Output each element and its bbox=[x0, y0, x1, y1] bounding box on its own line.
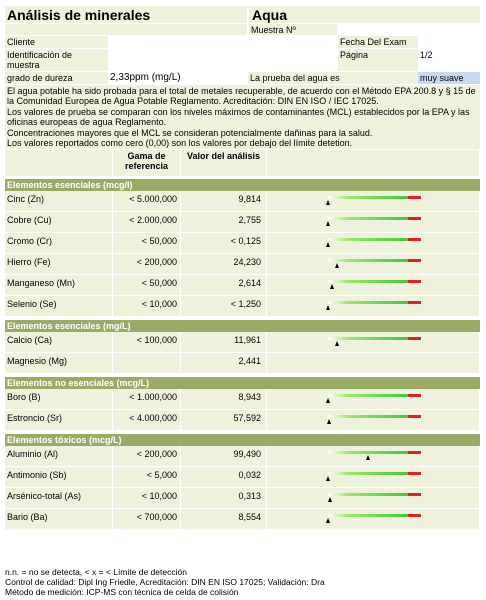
level-bar-safe bbox=[328, 259, 408, 262]
name-column-header bbox=[5, 150, 113, 176]
level-bar-cell bbox=[267, 353, 480, 373]
level-bar-cell bbox=[267, 254, 480, 274]
report-subject: Aqua bbox=[247, 6, 480, 23]
level-marker bbox=[327, 419, 331, 424]
section-header: Elementos esenciales (mg/L) bbox=[5, 320, 480, 332]
element-value: 2,755 bbox=[181, 212, 267, 232]
level-bar-cell bbox=[267, 233, 480, 253]
element-reference: < 200,000 bbox=[113, 446, 181, 466]
level-bar-cell bbox=[267, 446, 480, 466]
page-value: 1/2 bbox=[418, 49, 480, 71]
level-bar-danger bbox=[408, 259, 421, 262]
element-value: < 0,125 bbox=[181, 233, 267, 253]
element-name: Magnesio (Mg) bbox=[5, 353, 113, 373]
level-bar-cell bbox=[267, 296, 480, 316]
level-marker bbox=[366, 455, 370, 460]
level-marker bbox=[335, 341, 339, 346]
element-reference: < 4.000,000 bbox=[113, 410, 181, 430]
intro-line: Los valores de prueba se comparan con los niveles máximos de contaminantes (MCL) establecidos por la EPA y las oficinas europeas de agua Reglamento. bbox=[7, 106, 470, 128]
footer-line: Control de calidad: Dipl Ing Friedle, Acreditación: DIN EN ISO 17025; Validación: Dra bbox=[5, 577, 325, 588]
footer-line: n.n. = no se detecta, < x = < Límite de detección bbox=[5, 567, 187, 577]
sample-id-label: Identificación de muestra bbox=[5, 49, 108, 71]
level-bar-safe bbox=[328, 451, 408, 454]
level-bar bbox=[328, 337, 421, 340]
sample-id-value bbox=[108, 49, 338, 71]
element-name: Cromo (Cr) bbox=[5, 233, 113, 253]
level-bar bbox=[328, 217, 421, 220]
level-bar-safe bbox=[328, 196, 408, 199]
element-value: 2,614 bbox=[181, 275, 267, 295]
level-bar-cell bbox=[267, 191, 480, 211]
element-name: Selenio (Se) bbox=[5, 296, 113, 316]
element-row bbox=[5, 389, 480, 410]
element-row bbox=[5, 296, 480, 317]
level-marker bbox=[326, 398, 330, 403]
intro-line: El agua potable ha sido probada para el total de metales recuperable, de acuerdo con el Método EPA 200.8 y § 15 de la Comunidad Europea de Agua Potable Reglamento. Acreditación: DIN EN ISO / IEC 17025. bbox=[7, 86, 476, 107]
results-table bbox=[5, 179, 480, 530]
element-name: Aluminio (Al) bbox=[5, 446, 113, 466]
level-bar-danger bbox=[408, 301, 421, 304]
element-value: 24,230 bbox=[181, 254, 267, 274]
report-title: Análisis de minerales bbox=[7, 7, 151, 23]
client-value bbox=[108, 36, 338, 48]
element-name: Manganeso (Mn) bbox=[5, 275, 113, 295]
element-value: 0,313 bbox=[181, 488, 267, 508]
level-bar-cell bbox=[267, 488, 480, 508]
level-bar-danger bbox=[408, 337, 421, 340]
sample-number-value bbox=[337, 24, 480, 35]
level-bar-danger bbox=[408, 493, 421, 496]
element-row bbox=[5, 488, 480, 509]
element-value: 0,032 bbox=[181, 467, 267, 487]
level-marker bbox=[326, 200, 330, 205]
level-bar-safe bbox=[328, 238, 408, 241]
hardness-label: grado de dureza bbox=[5, 72, 108, 84]
element-value: 9,814 bbox=[181, 191, 267, 211]
report-page bbox=[5, 6, 480, 530]
level-bar-danger bbox=[408, 472, 421, 475]
level-bar bbox=[328, 451, 421, 454]
element-reference: < 700,000 bbox=[113, 509, 181, 529]
level-bar bbox=[328, 472, 421, 475]
report-title-row bbox=[5, 6, 480, 23]
element-name: Estroncio (Sr) bbox=[5, 410, 113, 430]
level-bar-danger bbox=[408, 394, 421, 397]
element-name: Boro (B) bbox=[5, 389, 113, 409]
element-row bbox=[5, 275, 480, 296]
element-value: < 1,250 bbox=[181, 296, 267, 316]
element-row bbox=[5, 191, 480, 212]
exam-date-value bbox=[418, 36, 480, 48]
level-marker bbox=[326, 305, 330, 310]
level-bar bbox=[328, 394, 421, 397]
element-reference: < 50,000 bbox=[113, 233, 181, 253]
element-row bbox=[5, 509, 480, 530]
element-reference: < 50,000 bbox=[113, 275, 181, 295]
client-label: Cliente bbox=[5, 36, 108, 48]
hardness-value: 2,33ppm (mg/L) bbox=[108, 72, 248, 84]
intro-line: Los valores reportados como cero (0,00) son los valores por debajo del límite detetion. bbox=[7, 138, 353, 149]
level-bar-cell bbox=[267, 275, 480, 295]
level-bar-safe bbox=[328, 514, 408, 517]
section-header: Elementos tóxicos (mcg/L) bbox=[5, 434, 480, 446]
element-value: 8,943 bbox=[181, 389, 267, 409]
intro-line: Concentraciones mayores que el MCL se consideran potencialmente dañinas para la salud. bbox=[7, 127, 373, 138]
level-marker bbox=[326, 476, 330, 481]
level-bar-danger bbox=[408, 238, 421, 241]
intro-text bbox=[5, 85, 480, 149]
element-row bbox=[5, 467, 480, 488]
table-header bbox=[5, 150, 480, 176]
level-bar-safe bbox=[328, 217, 408, 220]
level-bar bbox=[328, 259, 421, 262]
water-test-value: muy suave bbox=[418, 72, 480, 84]
element-name: Hierro (Fe) bbox=[5, 254, 113, 274]
element-name: Calcio (Ca) bbox=[5, 332, 113, 352]
element-reference: < 100,000 bbox=[113, 332, 181, 352]
level-bar bbox=[328, 238, 421, 241]
level-bar-safe bbox=[328, 337, 408, 340]
element-row bbox=[5, 254, 480, 275]
footer-line: Método de medición: ICP-MS con técnica de celda de colisión bbox=[5, 587, 239, 598]
element-row bbox=[5, 233, 480, 254]
level-marker bbox=[326, 221, 330, 226]
level-bar-cell bbox=[267, 467, 480, 487]
hardness-row bbox=[5, 71, 480, 84]
water-test-label: La prueba del agua es bbox=[248, 72, 418, 84]
page-label: Página bbox=[338, 49, 418, 71]
element-row bbox=[5, 332, 480, 353]
level-bar bbox=[328, 514, 421, 517]
element-name: Antimonio (Sb) bbox=[5, 467, 113, 487]
section-header: Elementos esenciales (mcg/l) bbox=[5, 179, 480, 191]
level-bar-danger bbox=[408, 415, 421, 418]
footer-notes bbox=[5, 567, 480, 598]
level-bar-danger bbox=[408, 451, 421, 454]
level-bar bbox=[328, 301, 421, 304]
element-reference: < 10,000 bbox=[113, 488, 181, 508]
level-bar-safe bbox=[328, 472, 408, 475]
element-value: 8,554 bbox=[181, 509, 267, 529]
element-reference: < 5.000,000 bbox=[113, 191, 181, 211]
level-bar-danger bbox=[408, 514, 421, 517]
level-marker bbox=[330, 284, 334, 289]
level-bar-danger bbox=[408, 217, 421, 220]
level-bar-safe bbox=[328, 415, 408, 418]
element-reference: < 10,000 bbox=[113, 296, 181, 316]
level-bar-cell bbox=[267, 332, 480, 352]
reference-column-header: Gama de referencia bbox=[113, 150, 181, 176]
element-name: Cinc (Zn) bbox=[5, 191, 113, 211]
element-reference bbox=[113, 353, 181, 373]
level-bar-danger bbox=[408, 196, 421, 199]
element-reference: < 5,000 bbox=[113, 467, 181, 487]
level-bar-safe bbox=[328, 280, 408, 283]
level-bar bbox=[328, 415, 421, 418]
level-bar-safe bbox=[328, 301, 408, 304]
element-name: Bario (Ba) bbox=[5, 509, 113, 529]
element-value: 11,961 bbox=[181, 332, 267, 352]
exam-date-label: Fecha Del Exam bbox=[338, 36, 418, 48]
element-row bbox=[5, 212, 480, 233]
level-bar bbox=[328, 196, 421, 199]
level-bar-cell bbox=[267, 410, 480, 430]
level-bar-safe bbox=[328, 394, 408, 397]
sample-row bbox=[5, 23, 480, 35]
level-marker bbox=[328, 497, 332, 502]
element-name: Arsénico-total (As) bbox=[5, 488, 113, 508]
element-reference: < 2.000,000 bbox=[113, 212, 181, 232]
level-bar-cell bbox=[267, 212, 480, 232]
sample-id-row bbox=[5, 48, 480, 71]
element-value: 57,592 bbox=[181, 410, 267, 430]
level-bar bbox=[328, 493, 421, 496]
level-bar-safe bbox=[328, 493, 408, 496]
level-marker bbox=[326, 518, 330, 523]
element-value: 2,441 bbox=[181, 353, 267, 373]
element-row bbox=[5, 410, 480, 431]
level-marker bbox=[335, 263, 339, 268]
section-header: Elementos no esenciales (mcg/L) bbox=[5, 377, 480, 389]
element-name: Cobre (Cu) bbox=[5, 212, 113, 232]
level-bar bbox=[328, 280, 421, 283]
client-row bbox=[5, 35, 480, 48]
level-marker bbox=[326, 242, 330, 247]
level-bar-cell bbox=[267, 509, 480, 529]
sample-number-label: Muestra Nº bbox=[247, 24, 337, 35]
element-reference: < 200,000 bbox=[113, 254, 181, 274]
element-value: 99,490 bbox=[181, 446, 267, 466]
element-row bbox=[5, 446, 480, 467]
value-column-header: Valor del análisis bbox=[181, 150, 267, 176]
element-reference: < 1.000,000 bbox=[113, 389, 181, 409]
bar-column-header bbox=[267, 150, 480, 176]
level-bar-danger bbox=[408, 280, 421, 283]
level-bar-cell bbox=[267, 389, 480, 409]
element-row bbox=[5, 353, 480, 374]
